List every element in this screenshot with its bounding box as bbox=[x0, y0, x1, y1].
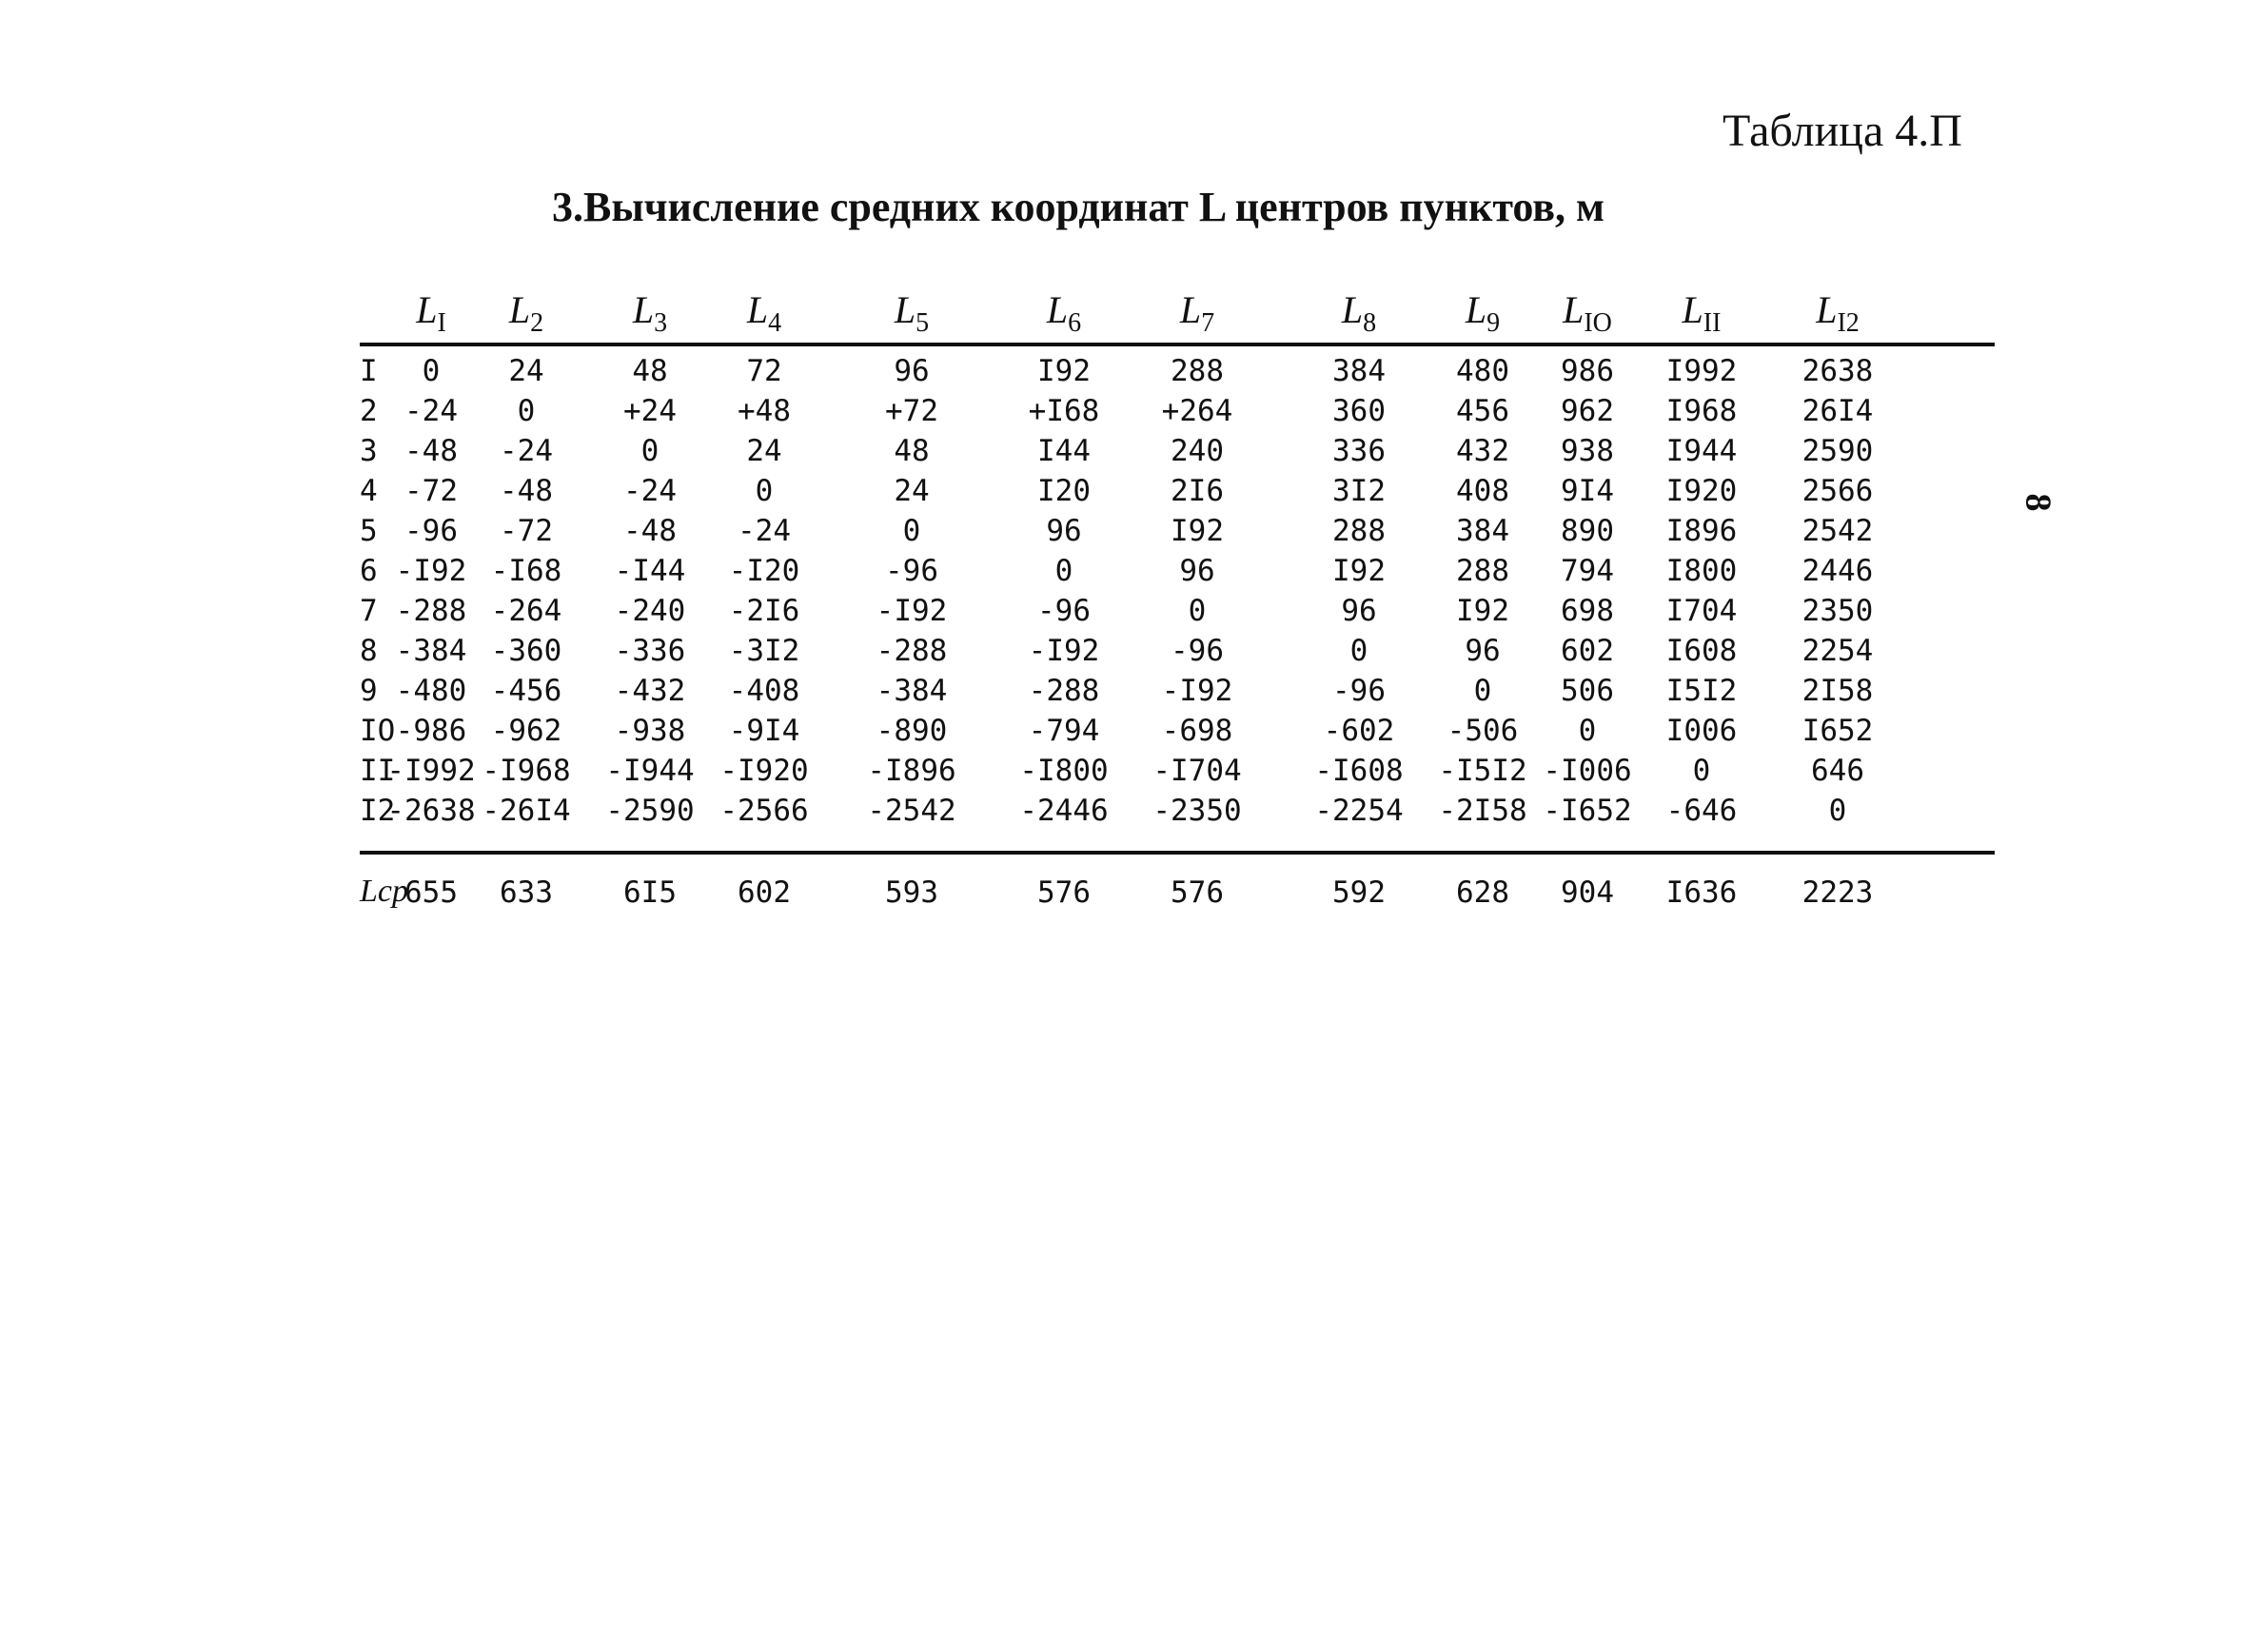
table-cell: 794 bbox=[1561, 554, 1614, 588]
column-header-subscript: 8 bbox=[1363, 308, 1377, 338]
table-cell: -2566 bbox=[719, 794, 809, 828]
table-cell: -96 bbox=[1171, 634, 1224, 668]
table-cell: -I44 bbox=[614, 554, 686, 588]
table-cell: -2638 bbox=[386, 794, 476, 828]
table-cell: 0 bbox=[902, 514, 921, 548]
table-cell: 9I4 bbox=[1561, 474, 1614, 508]
table-cell: +72 bbox=[885, 394, 938, 428]
table-cell: -384 bbox=[876, 674, 948, 708]
table-cell: 24 bbox=[508, 354, 544, 388]
summary-cell: 655 bbox=[404, 875, 458, 910]
table-cell: 0 bbox=[1578, 714, 1597, 748]
table-cell: 506 bbox=[1561, 674, 1614, 708]
table-cell: -I992 bbox=[386, 754, 476, 788]
column-header-letter: L bbox=[1341, 288, 1364, 331]
table-cell: -698 bbox=[1161, 714, 1233, 748]
table-summary-row bbox=[360, 851, 1995, 914]
row-label: I bbox=[360, 354, 378, 388]
table-cell: -3I2 bbox=[728, 634, 800, 668]
row-label: 6 bbox=[360, 554, 378, 588]
table-cell: -240 bbox=[614, 594, 686, 628]
column-header-letter: L bbox=[508, 288, 531, 331]
summary-cell: 904 bbox=[1561, 875, 1614, 910]
table-cell: I5I2 bbox=[1665, 674, 1738, 708]
table-cell: -I92 bbox=[876, 594, 948, 628]
table-cell: -288 bbox=[876, 634, 948, 668]
table-cell: 962 bbox=[1561, 394, 1614, 428]
table-cell: -962 bbox=[490, 714, 562, 748]
table-cell: -336 bbox=[614, 634, 686, 668]
column-header bbox=[1430, 287, 1535, 339]
table-cell: -602 bbox=[1323, 714, 1395, 748]
table-cell: 938 bbox=[1561, 434, 1614, 468]
table-cell: 384 bbox=[1456, 514, 1509, 548]
table-cell: -96 bbox=[404, 514, 458, 548]
column-header-subscript: IO bbox=[1584, 308, 1612, 338]
table-row bbox=[360, 546, 1995, 586]
coordinates-table bbox=[360, 284, 1995, 914]
table-cell: I944 bbox=[1665, 434, 1738, 468]
table-row bbox=[360, 746, 1995, 786]
table-cell: I92 bbox=[1171, 514, 1224, 548]
table-cell: -96 bbox=[1332, 674, 1386, 708]
column-header-letter: L bbox=[894, 288, 916, 331]
table-cell: I608 bbox=[1665, 634, 1738, 668]
column-header bbox=[1145, 287, 1250, 339]
table-cell: 96 bbox=[894, 354, 930, 388]
table-cell: 72 bbox=[746, 354, 782, 388]
table-cell: -I968 bbox=[482, 754, 571, 788]
table-cell: 3I2 bbox=[1332, 474, 1386, 508]
table-cell: I920 bbox=[1665, 474, 1738, 508]
table-cell: -986 bbox=[395, 714, 467, 748]
table-cell: 2542 bbox=[1801, 514, 1874, 548]
column-header-letter: L bbox=[632, 288, 655, 331]
row-label: 7 bbox=[360, 594, 378, 628]
table-label: Таблица 4.П bbox=[1723, 106, 1962, 156]
table-cell: -794 bbox=[1028, 714, 1100, 748]
table-cell: 602 bbox=[1561, 634, 1614, 668]
table-cell: I92 bbox=[1456, 594, 1509, 628]
table-cell: -48 bbox=[404, 434, 458, 468]
summary-cell: 633 bbox=[500, 875, 553, 910]
table-cell: 408 bbox=[1456, 474, 1509, 508]
table-cell: -I5I2 bbox=[1438, 754, 1527, 788]
table-cell: -24 bbox=[500, 434, 553, 468]
table-cell: 96 bbox=[1341, 594, 1377, 628]
table-cell: 24 bbox=[746, 434, 782, 468]
table-cell: -I20 bbox=[728, 554, 800, 588]
column-header bbox=[1649, 287, 1754, 339]
table-cell: -I92 bbox=[395, 554, 467, 588]
summary-label: Lср bbox=[360, 874, 408, 909]
table-cell: -I920 bbox=[719, 754, 809, 788]
table-cell: -I704 bbox=[1152, 754, 1242, 788]
summary-cell: 593 bbox=[885, 875, 938, 910]
table-cell: -48 bbox=[500, 474, 553, 508]
row-label: II bbox=[360, 754, 396, 788]
table-cell: -2590 bbox=[605, 794, 695, 828]
table-cell: -24 bbox=[404, 394, 458, 428]
column-header-letter: L bbox=[1179, 288, 1202, 331]
summary-cell: 576 bbox=[1037, 875, 1091, 910]
table-cell: 0 bbox=[1692, 754, 1711, 788]
table-cell: 288 bbox=[1332, 514, 1386, 548]
table-row bbox=[360, 466, 1995, 506]
table-cell: -408 bbox=[728, 674, 800, 708]
table-cell: -24 bbox=[738, 514, 791, 548]
table-cell: 0 bbox=[1828, 794, 1847, 828]
table-cell: -2350 bbox=[1152, 794, 1242, 828]
table-cell: 288 bbox=[1171, 354, 1224, 388]
table-cell: 96 bbox=[1179, 554, 1215, 588]
table-cell: I896 bbox=[1665, 514, 1738, 548]
table-cell: 336 bbox=[1332, 434, 1386, 468]
table-cell: 26I4 bbox=[1801, 394, 1874, 428]
table-cell: 890 bbox=[1561, 514, 1614, 548]
table-cell: -432 bbox=[614, 674, 686, 708]
table-row bbox=[360, 706, 1995, 746]
table-cell: 48 bbox=[894, 434, 930, 468]
table-cell: 0 bbox=[755, 474, 774, 508]
column-header bbox=[474, 287, 579, 339]
table-cell: 96 bbox=[1046, 514, 1082, 548]
table-cell: -26I4 bbox=[482, 794, 571, 828]
row-label: 4 bbox=[360, 474, 378, 508]
row-label: IO bbox=[360, 714, 396, 748]
column-header-subscript: 6 bbox=[1068, 308, 1082, 338]
table-cell: 2350 bbox=[1801, 594, 1874, 628]
column-header bbox=[859, 287, 964, 339]
column-header-subscript: I bbox=[437, 308, 446, 338]
table-cell: 0 bbox=[422, 354, 441, 388]
table-row bbox=[360, 586, 1995, 626]
table-cell: I92 bbox=[1037, 354, 1091, 388]
table-cell: 288 bbox=[1456, 554, 1509, 588]
table-row bbox=[360, 786, 1995, 826]
table-cell: -I006 bbox=[1543, 754, 1632, 788]
table-cell: 646 bbox=[1811, 754, 1864, 788]
table-cell: 0 bbox=[517, 394, 536, 428]
table-cell: -72 bbox=[404, 474, 458, 508]
table-cell: -288 bbox=[1028, 674, 1100, 708]
table-cell: I800 bbox=[1665, 554, 1738, 588]
table-cell: -456 bbox=[490, 674, 562, 708]
table-cell: -288 bbox=[395, 594, 467, 628]
table-cell: -48 bbox=[623, 514, 677, 548]
column-header-subscript: 2 bbox=[530, 308, 544, 338]
table-cell: I20 bbox=[1037, 474, 1091, 508]
summary-cell: 6I5 bbox=[623, 875, 677, 910]
table-cell: 432 bbox=[1456, 434, 1509, 468]
table-cell: -I92 bbox=[1161, 674, 1233, 708]
summary-cell: 576 bbox=[1171, 875, 1224, 910]
column-header bbox=[598, 287, 702, 339]
table-cell: 2638 bbox=[1801, 354, 1874, 388]
table-cell: 0 bbox=[1054, 554, 1073, 588]
table-cell: 0 bbox=[640, 434, 660, 468]
column-header bbox=[712, 287, 817, 339]
summary-cell: 592 bbox=[1332, 875, 1386, 910]
table-header-row bbox=[360, 284, 1995, 346]
table-cell: +I68 bbox=[1028, 394, 1100, 428]
table-cell: -I68 bbox=[490, 554, 562, 588]
column-header bbox=[1012, 287, 1116, 339]
row-label: 9 bbox=[360, 674, 378, 708]
column-header-subscript: 5 bbox=[915, 308, 930, 338]
table-cell: I44 bbox=[1037, 434, 1091, 468]
table-cell: +24 bbox=[623, 394, 677, 428]
row-label: 2 bbox=[360, 394, 378, 428]
summary-cell: I636 bbox=[1665, 875, 1738, 910]
column-header-letter: L bbox=[1465, 288, 1487, 331]
table-cell: -2I58 bbox=[1438, 794, 1527, 828]
table-cell: 2590 bbox=[1801, 434, 1874, 468]
table-cell: 360 bbox=[1332, 394, 1386, 428]
table-cell: -I800 bbox=[1019, 754, 1109, 788]
column-header-letter: L bbox=[746, 288, 769, 331]
table-cell: -264 bbox=[490, 594, 562, 628]
table-row bbox=[360, 386, 1995, 426]
table-cell: 0 bbox=[1473, 674, 1492, 708]
table-cell: 48 bbox=[632, 354, 668, 388]
table-row bbox=[360, 626, 1995, 666]
table-cell: 2566 bbox=[1801, 474, 1874, 508]
table-cell: -24 bbox=[623, 474, 677, 508]
table-cell: -2446 bbox=[1019, 794, 1109, 828]
table-cell: -9I4 bbox=[728, 714, 800, 748]
table-row bbox=[360, 426, 1995, 466]
page-number: 8 bbox=[2018, 493, 2058, 512]
table-cell: -I652 bbox=[1543, 794, 1632, 828]
table-cell: +48 bbox=[738, 394, 791, 428]
blank-page-area bbox=[0, 952, 2264, 1652]
column-header-subscript: II bbox=[1703, 308, 1722, 338]
table-cell: I92 bbox=[1332, 554, 1386, 588]
table-cell: 2446 bbox=[1801, 554, 1874, 588]
table-cell: 2254 bbox=[1801, 634, 1874, 668]
summary-cell: 2223 bbox=[1801, 875, 1874, 910]
table-cell: 456 bbox=[1456, 394, 1509, 428]
table-cell: -2254 bbox=[1314, 794, 1404, 828]
table-cell: 986 bbox=[1561, 354, 1614, 388]
table-cell: I006 bbox=[1665, 714, 1738, 748]
table-cell: -506 bbox=[1447, 714, 1519, 748]
column-header-letter: L bbox=[1046, 288, 1069, 331]
table-cell: 0 bbox=[1349, 634, 1368, 668]
column-header-letter: L bbox=[416, 288, 438, 331]
row-label: 8 bbox=[360, 634, 378, 668]
row-label: 5 bbox=[360, 514, 378, 548]
table-cell: -I944 bbox=[605, 754, 695, 788]
column-header-subscript: 7 bbox=[1201, 308, 1215, 338]
table-cell: 2I58 bbox=[1801, 674, 1874, 708]
table-cell: -2I6 bbox=[728, 594, 800, 628]
table-cell: 0 bbox=[1188, 594, 1207, 628]
table-cell: I704 bbox=[1665, 594, 1738, 628]
table-cell: -2542 bbox=[867, 794, 956, 828]
row-label: I2 bbox=[360, 794, 396, 828]
table-row bbox=[360, 666, 1995, 706]
table-cell: I968 bbox=[1665, 394, 1738, 428]
column-header-subscript: 3 bbox=[654, 308, 668, 338]
table-cell: 24 bbox=[894, 474, 930, 508]
column-header bbox=[1785, 287, 1890, 339]
table-cell: 240 bbox=[1171, 434, 1224, 468]
column-header-letter: L bbox=[1816, 288, 1838, 331]
table-cell: -96 bbox=[885, 554, 938, 588]
table-cell: 384 bbox=[1332, 354, 1386, 388]
table-cell: -480 bbox=[395, 674, 467, 708]
document-title: 3.Вычисление средних координат L центров пунктов, м bbox=[552, 184, 1605, 230]
table-cell: 2I6 bbox=[1171, 474, 1224, 508]
table-cell: 96 bbox=[1465, 634, 1501, 668]
column-header bbox=[379, 287, 483, 339]
table-cell: -646 bbox=[1665, 794, 1738, 828]
table-cell: -I896 bbox=[867, 754, 956, 788]
table-row bbox=[360, 506, 1995, 546]
summary-cell: 628 bbox=[1456, 875, 1509, 910]
table-cell: 698 bbox=[1561, 594, 1614, 628]
table-cell: 480 bbox=[1456, 354, 1509, 388]
column-header-letter: L bbox=[1682, 288, 1703, 331]
column-header bbox=[1535, 287, 1640, 339]
column-header bbox=[1307, 287, 1411, 339]
table-body bbox=[360, 346, 1995, 826]
summary-cell: 602 bbox=[738, 875, 791, 910]
column-header-subscript: 9 bbox=[1486, 308, 1501, 338]
table-row bbox=[360, 346, 1995, 386]
table-cell: -360 bbox=[490, 634, 562, 668]
table-cell: -I92 bbox=[1028, 634, 1100, 668]
table-cell: -72 bbox=[500, 514, 553, 548]
table-cell: -I608 bbox=[1314, 754, 1404, 788]
table-cell: I652 bbox=[1801, 714, 1874, 748]
table-cell: -890 bbox=[876, 714, 948, 748]
table-cell: I992 bbox=[1665, 354, 1738, 388]
row-label: 3 bbox=[360, 434, 378, 468]
column-header-subscript: 4 bbox=[768, 308, 782, 338]
column-header-letter: L bbox=[1563, 288, 1585, 331]
table-cell: -96 bbox=[1037, 594, 1091, 628]
table-cell: -384 bbox=[395, 634, 467, 668]
table-cell: -938 bbox=[614, 714, 686, 748]
column-header-subscript: I2 bbox=[1837, 308, 1860, 338]
table-cell: +264 bbox=[1161, 394, 1233, 428]
